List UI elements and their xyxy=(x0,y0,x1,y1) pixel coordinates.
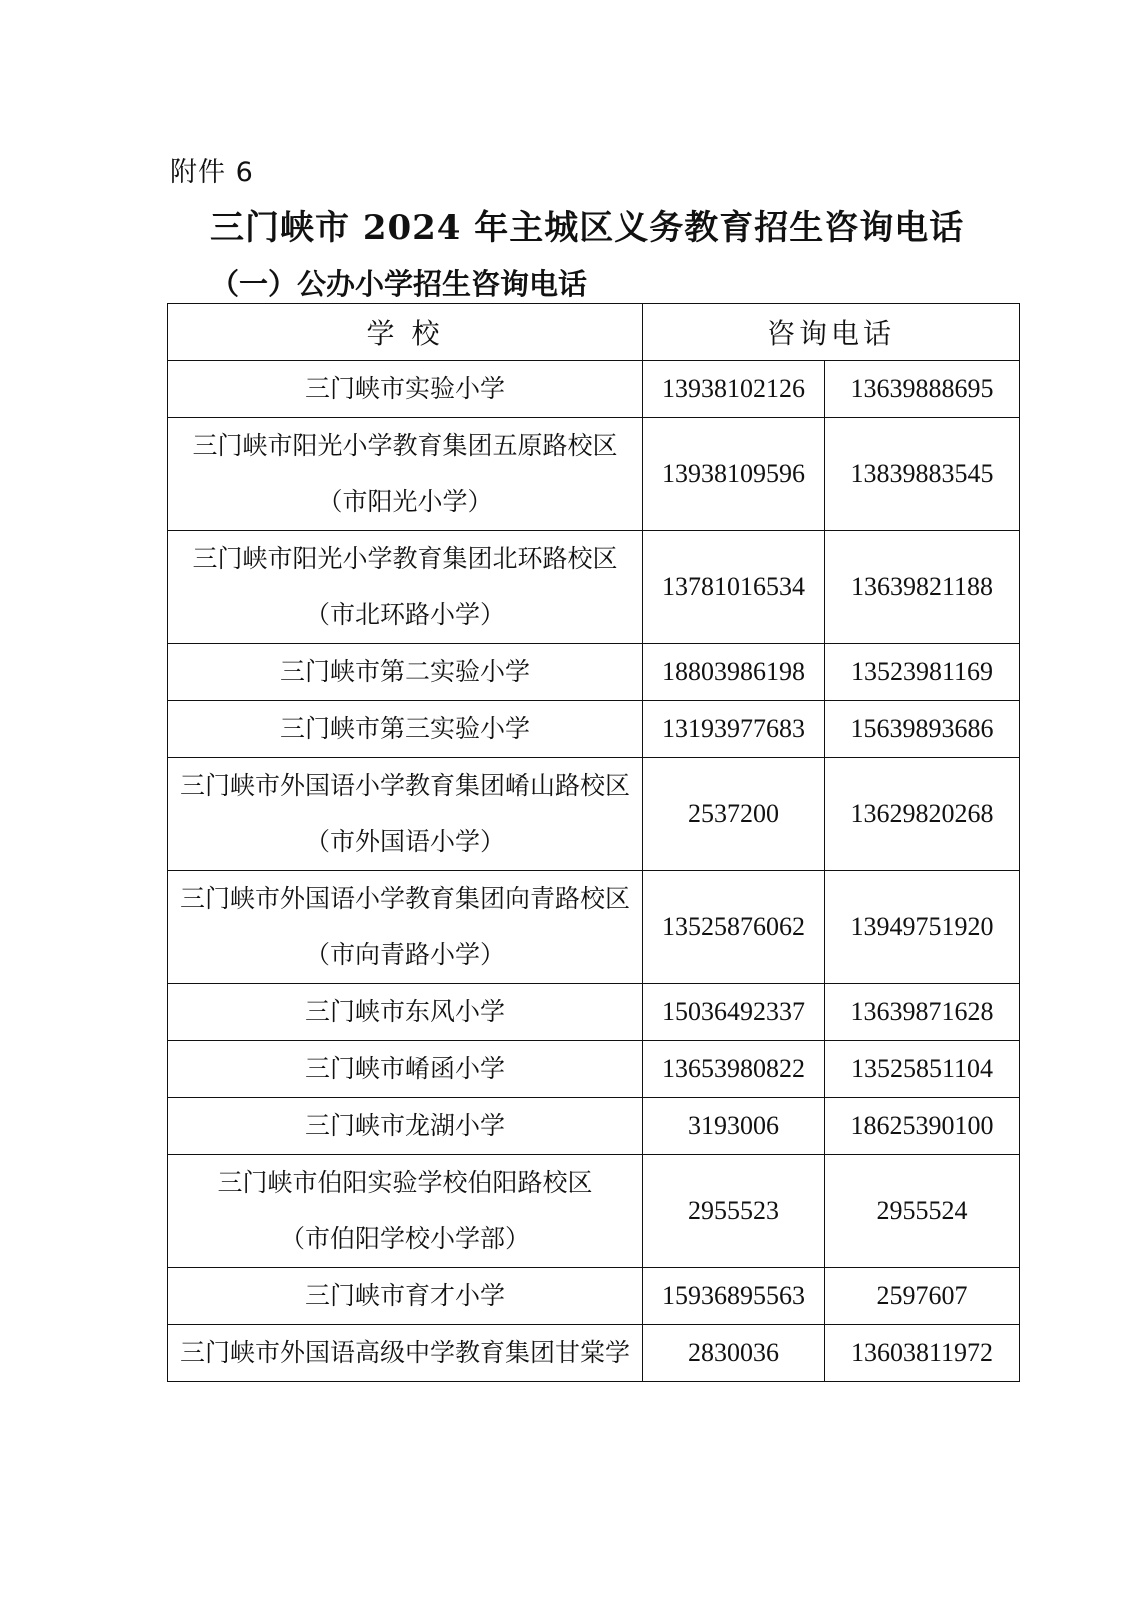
table-body xyxy=(168,361,1020,1382)
table-row xyxy=(168,644,1020,701)
school-name: 三门峡市实验小学 xyxy=(304,374,505,403)
school-name: 三门峡市第三实验小学 xyxy=(279,714,530,743)
phone-primary-cell: 13938102126 xyxy=(643,361,825,418)
phone-primary-cell: 15036492337 xyxy=(643,984,825,1041)
school-name-cell xyxy=(168,644,643,701)
school-alias: （市阳光小学） xyxy=(317,487,493,516)
school-name: 三门峡市外国语高级中学教育集团甘棠学 xyxy=(179,1338,630,1367)
table-row xyxy=(168,1098,1020,1155)
phone-primary-cell: 15936895563 xyxy=(643,1268,825,1325)
phone-secondary-cell: 13523981169 xyxy=(825,644,1020,701)
school-alias: （市伯阳学校小学部） xyxy=(279,1224,530,1253)
phone-primary-cell: 3193006 xyxy=(643,1098,825,1155)
phone-secondary-cell: 13949751920 xyxy=(825,871,1020,984)
table-row xyxy=(168,531,1020,644)
school-name-cell xyxy=(168,1325,643,1382)
phone-primary-cell: 13781016534 xyxy=(643,531,825,644)
school-name: 三门峡市育才小学 xyxy=(304,1281,505,1310)
table-row xyxy=(168,871,1020,984)
table-row xyxy=(168,1041,1020,1098)
school-name: 三门峡市东风小学 xyxy=(304,997,505,1026)
table-row xyxy=(168,361,1020,418)
school-name: 三门峡市崤函小学 xyxy=(304,1054,505,1083)
school-name: 三门峡市阳光小学教育集团北环路校区 xyxy=(192,544,618,573)
school-name: 三门峡市第二实验小学 xyxy=(279,657,530,686)
school-alias: （市外国语小学） xyxy=(304,827,505,856)
table-row xyxy=(168,701,1020,758)
phone-primary-cell: 2537200 xyxy=(643,758,825,871)
school-name: 三门峡市龙湖小学 xyxy=(304,1111,505,1140)
phone-secondary-cell: 2955524 xyxy=(825,1155,1020,1268)
school-name-cell xyxy=(168,701,643,758)
phone-primary-cell: 2830036 xyxy=(643,1325,825,1382)
school-name-cell xyxy=(168,984,643,1041)
phone-primary-cell: 13193977683 xyxy=(643,701,825,758)
phone-primary-cell: 18803986198 xyxy=(643,644,825,701)
school-name: 三门峡市伯阳实验学校伯阳路校区 xyxy=(217,1168,593,1197)
school-name-cell xyxy=(168,871,643,984)
school-name: 三门峡市外国语小学教育集团崤山路校区 xyxy=(179,771,630,800)
school-name-cell xyxy=(168,1098,643,1155)
phone-secondary-cell: 18625390100 xyxy=(825,1098,1020,1155)
school-alias: （市向青路小学） xyxy=(304,940,505,969)
school-name: 三门峡市外国语小学教育集团向青路校区 xyxy=(179,884,630,913)
school-name-cell xyxy=(168,531,643,644)
table-row xyxy=(168,418,1020,531)
phone-primary-cell: 13525876062 xyxy=(643,871,825,984)
phone-primary-cell: 13653980822 xyxy=(643,1041,825,1098)
phone-secondary-cell: 13639888695 xyxy=(825,361,1020,418)
consultation-phone-table xyxy=(167,303,1020,1382)
table-row xyxy=(168,1325,1020,1382)
phone-primary-cell: 2955523 xyxy=(643,1155,825,1268)
section-heading: （一）公办小学招生咨询电话 xyxy=(210,267,588,301)
phone-secondary-cell: 13639871628 xyxy=(825,984,1020,1041)
phone-secondary-cell: 13603811972 xyxy=(825,1325,1020,1382)
school-alias: （市北环路小学） xyxy=(304,600,505,629)
document-title: 三门峡市 2024 年主城区义务教育招生咨询电话 xyxy=(210,208,965,248)
school-name-cell xyxy=(168,361,643,418)
phone-secondary-cell: 13525851104 xyxy=(825,1041,1020,1098)
table-header-row xyxy=(168,304,1020,361)
phone-secondary-cell: 2597607 xyxy=(825,1268,1020,1325)
header-phone: 咨询电话 xyxy=(643,304,1020,361)
phone-secondary-cell: 13629820268 xyxy=(825,758,1020,871)
phone-secondary-cell: 13839883545 xyxy=(825,418,1020,531)
table-row xyxy=(168,1155,1020,1268)
table-row xyxy=(168,758,1020,871)
school-name: 三门峡市阳光小学教育集团五原路校区 xyxy=(192,431,618,460)
school-name-cell xyxy=(168,1268,643,1325)
phone-secondary-cell: 13639821188 xyxy=(825,531,1020,644)
table-row xyxy=(168,1268,1020,1325)
phone-secondary-cell: 15639893686 xyxy=(825,701,1020,758)
school-name-cell xyxy=(168,1155,643,1268)
school-name-cell xyxy=(168,758,643,871)
attachment-label: 附件 6 xyxy=(170,157,254,188)
table-row xyxy=(168,984,1020,1041)
school-name-cell xyxy=(168,1041,643,1098)
school-name-cell xyxy=(168,418,643,531)
header-school: 学 校 xyxy=(168,304,643,361)
phone-primary-cell: 13938109596 xyxy=(643,418,825,531)
